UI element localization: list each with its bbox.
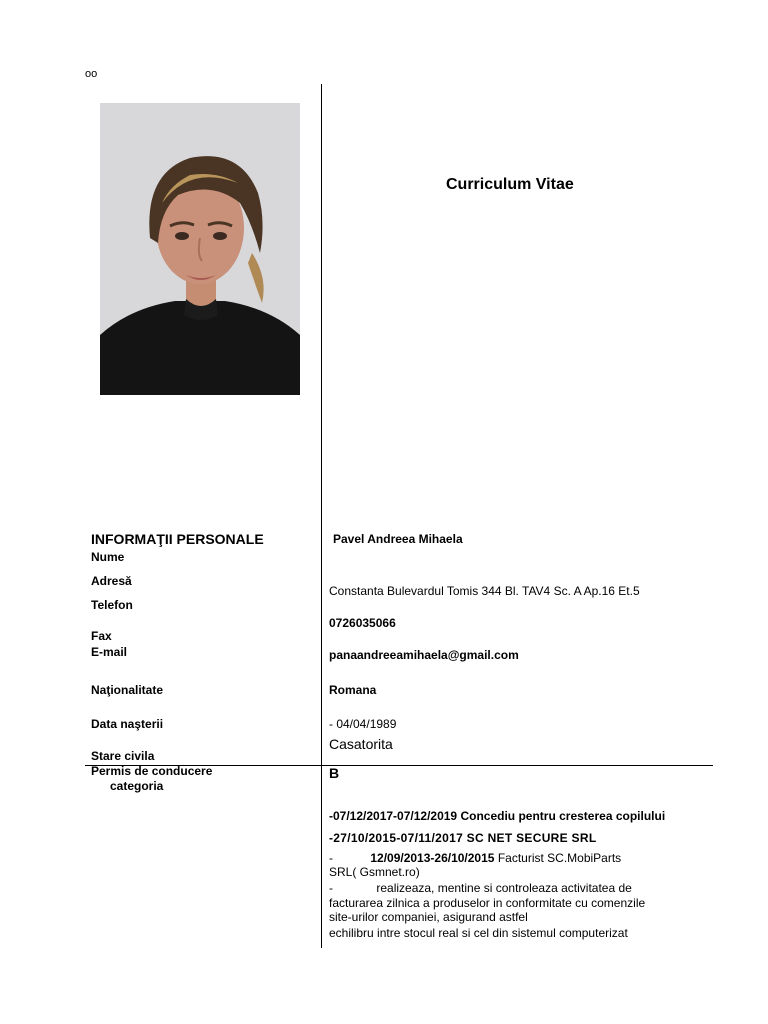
profile-photo (100, 103, 300, 395)
label-stare-civila: Stare civila (91, 749, 155, 763)
value-nume: Pavel Andreea Mihaela (333, 532, 463, 546)
label-data-nasterii: Data naşterii (91, 717, 164, 731)
value-stare-civila: Casatorita (329, 736, 393, 752)
label-adresa: Adresă (91, 574, 132, 588)
section-heading: INFORMAŢII PERSONALE (91, 531, 264, 547)
label-categoria: categoria (110, 779, 164, 793)
value-data-nasterii: - 04/04/1989 (329, 717, 397, 731)
value-email: panaandreeamihaela@gmail.com (329, 648, 519, 662)
experience-line-6: facturarea zilnica a produselor in conformitate cu comenzile (329, 896, 646, 910)
label-email: E-mail (91, 645, 128, 659)
corner-mark: oo (85, 68, 98, 80)
label-fax: Fax (91, 629, 112, 643)
experience-line-5 (329, 881, 632, 895)
value-adresa: Constanta Bulevardul Tomis 344 Bl. TAV4 Sc. A Ap.16 Et.5 (329, 584, 640, 598)
label-nationalitate: Naţionalitate (91, 683, 164, 697)
experience-line-1: -07/12/2017-07/12/2019 Concediu pentru cresterea copilului (329, 809, 666, 823)
experience-line-7: site-urilor companiei, asigurand astfel (329, 910, 528, 924)
value-permis: B (329, 765, 340, 781)
cv-title: Curriculum Vitae (446, 176, 574, 193)
experience-line-5-text: realizeaza, mentine si controleaza activitatea de (376, 881, 632, 895)
experience-line-3-text: Facturist SC.MobiParts (497, 851, 622, 865)
value-telefon: 0726035066 (329, 616, 396, 630)
experience-line-3-dash: - (329, 851, 333, 865)
experience-line-3-dates: 12/09/2013-26/10/2015 (370, 851, 495, 865)
portrait-image (100, 103, 300, 395)
experience-line-8: echilibru intre stocul real si cel din sistemul computerizat (329, 926, 628, 940)
experience-line-2: -27/10/2015-07/11/2017 SC NET SECURE SRL (329, 831, 597, 845)
experience-line-5-dash: - (329, 881, 333, 895)
experience-line-3 (329, 851, 621, 865)
label-telefon: Telefon (91, 598, 133, 612)
label-permis: Permis de conducere (91, 764, 213, 778)
label-nume: Nume (91, 550, 125, 564)
vertical-divider (321, 84, 322, 948)
experience-line-4: SRL( Gsmnet.ro) (329, 865, 420, 879)
value-nationalitate: Romana (329, 683, 377, 697)
